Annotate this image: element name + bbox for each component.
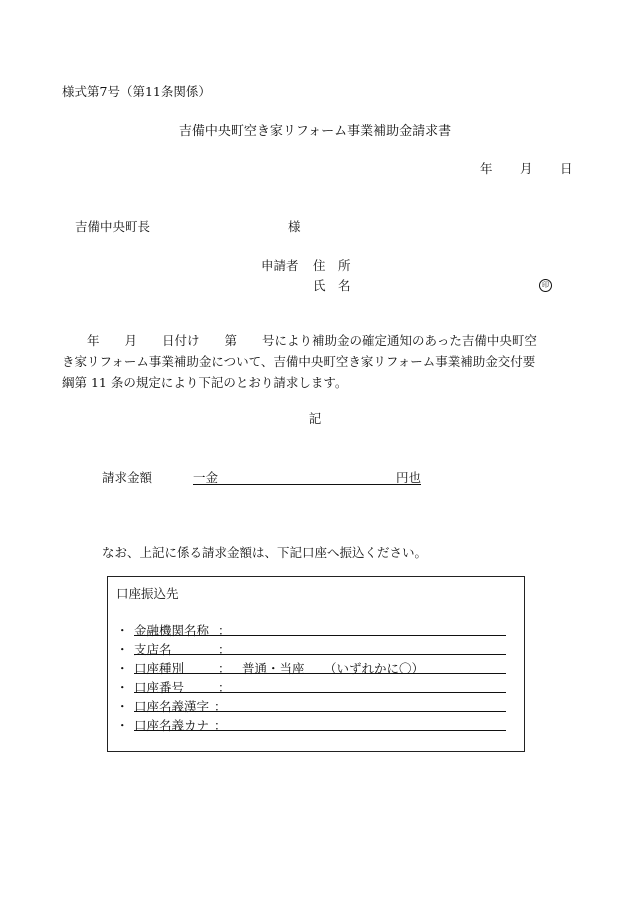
applicant-name-label: 氏 名: [313, 278, 351, 293]
seal-icon: 印: [539, 279, 552, 292]
field-colon: ：: [214, 718, 227, 733]
applicant-address-label: 住 所: [313, 258, 351, 273]
account-number-field[interactable]: [134, 678, 506, 693]
field-colon: ：: [218, 623, 231, 638]
date-day-label: 日: [560, 161, 573, 176]
field-label: 口座名義カナ: [134, 718, 210, 733]
amount-suffix: 円也: [395, 470, 421, 485]
bank-transfer-box: [107, 576, 525, 752]
bullet: ・: [116, 661, 129, 676]
bank-row-institution: [116, 621, 514, 638]
field-colon: ：: [218, 642, 231, 657]
bank-row-branch: [116, 640, 514, 657]
field-label: 口座番号: [134, 680, 185, 695]
amount-prefix: 一金: [193, 470, 219, 485]
amount-label: 請求金額: [102, 470, 153, 485]
field-colon: ：: [214, 699, 227, 714]
account-holder-kana-field[interactable]: [134, 716, 506, 731]
body-text-line-2: き家リフォーム事業補助金について、吉備中央町空き家リフォーム事業補助金交付要: [62, 354, 536, 369]
account-holder-kanji-field[interactable]: [134, 697, 506, 712]
applicant-label: 申請者: [261, 258, 299, 273]
field-colon: ：: [218, 661, 231, 676]
field-label: 金融機関名称: [134, 623, 210, 638]
bullet: ・: [116, 699, 129, 714]
ki-heading: 記: [308, 411, 322, 426]
account-type-choice: 普通・当座: [242, 661, 305, 676]
bullet: ・: [116, 680, 129, 695]
field-label: 口座種別: [134, 661, 185, 676]
institution-name-field[interactable]: [134, 621, 506, 636]
bank-box-title: 口座振込先: [116, 586, 179, 601]
date-year-label: 年: [480, 161, 493, 176]
field-label: 口座名義漢字: [134, 699, 210, 714]
bank-row-holder-kanji: [116, 697, 514, 714]
bank-row-account-number: [116, 678, 514, 695]
amount-field[interactable]: [193, 470, 421, 485]
bank-row-holder-kana: [116, 716, 514, 733]
bullet: ・: [116, 623, 129, 638]
bullet: ・: [116, 718, 129, 733]
document-title: 吉備中央町空き家リフォーム事業補助金請求書: [178, 124, 452, 139]
date-month-label: 月: [520, 161, 533, 176]
body-text-line-3: 綱第 11 条の規定により下記のとおり請求します。: [62, 375, 348, 390]
bank-row-account-type: [116, 659, 514, 676]
account-type-field[interactable]: [134, 659, 506, 674]
transfer-note: なお、上記に係る請求金額は、下記口座へ振込ください。: [102, 545, 428, 560]
form-number: 様式第7号（第11条関係）: [62, 84, 211, 99]
addressee-honorific: 様: [288, 219, 301, 234]
field-label: 支店名: [134, 642, 172, 657]
body-text-line-1: 年 月 日付け 第 号により補助金の確定通知のあった吉備中央町空: [62, 333, 537, 348]
field-colon: ：: [218, 680, 231, 695]
addressee-name: 吉備中央町長: [75, 219, 151, 234]
branch-name-field[interactable]: [134, 640, 506, 655]
account-type-hint: （いずれかに〇）: [324, 661, 425, 676]
bullet: ・: [116, 642, 129, 657]
